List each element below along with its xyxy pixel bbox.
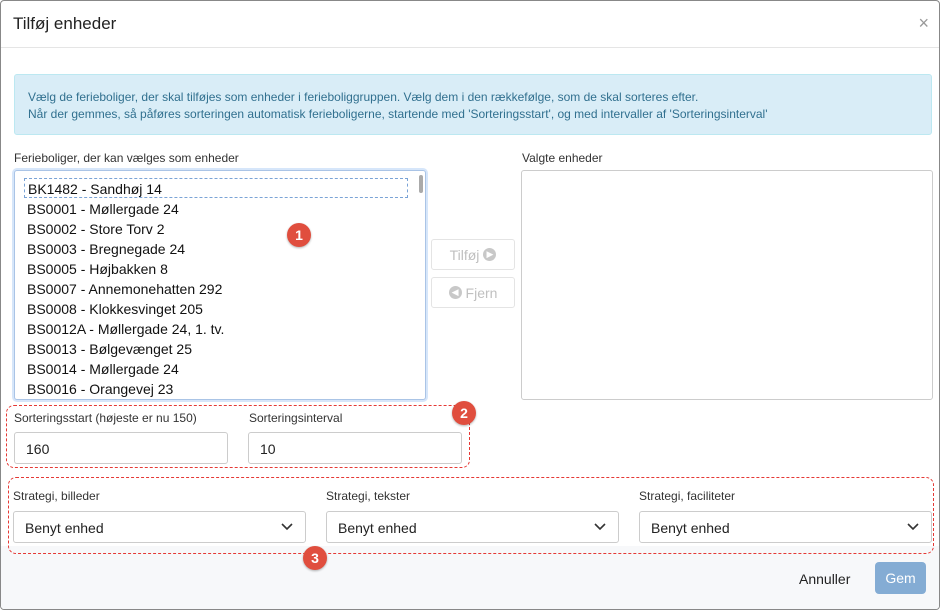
arrow-right-circle-icon: ▶ [483, 248, 496, 261]
sort-interval-input[interactable]: 10 [248, 432, 462, 464]
available-list-label: Ferieboliger, der kan vælges som enheder [14, 151, 239, 165]
list-item[interactable]: BS0012A - Møllergade 24, 1. tv. [27, 321, 225, 337]
list-item[interactable]: BS0002 - Store Torv 2 [27, 221, 165, 237]
dialog-title: Tilføj enheder [13, 14, 117, 33]
remove-button[interactable] [431, 277, 515, 308]
selected-units-listbox[interactable] [521, 170, 933, 400]
cancel-button[interactable]: Annuller [799, 571, 851, 587]
selected-list-label: Valgte enheder [522, 151, 603, 165]
list-item[interactable]: BS0013 - Bølgevænget 25 [27, 341, 192, 357]
list-item[interactable]: BS0003 - Bregnegade 24 [27, 241, 186, 257]
info-line-1: Vælg de ferieboliger, der skal tilføjes som enheder i ferieboliggruppen. Vælg dem i den rækkefølge, som de skal sorteres efter. [28, 90, 699, 104]
strategy-texts-value: Benyt enhed [338, 520, 417, 536]
strategy-images-label: Strategi, billeder [13, 489, 100, 503]
sort-start-input[interactable]: 160 [14, 432, 228, 464]
strategy-images-value: Benyt enhed [25, 520, 104, 536]
sort-interval-label: Sorteringsinterval [249, 411, 343, 425]
close-icon[interactable]: × [918, 13, 929, 33]
save-button[interactable]: Gem [875, 562, 926, 594]
list-item[interactable]: BS0014 - Møllergade 24 [27, 361, 179, 377]
add-button[interactable] [431, 239, 515, 270]
strategy-facilities-value: Benyt enhed [651, 520, 730, 536]
remove-button-label: Fjern [465, 284, 498, 301]
annotation-badge-2: 2 [452, 401, 476, 425]
list-item[interactable]: BS0008 - Klokkesvinget 205 [27, 301, 203, 317]
sort-start-label: Sorteringsstart (højeste er nu 150) [14, 411, 197, 425]
list-item[interactable]: BS0016 - Orangevej 23 [27, 381, 174, 397]
list-item[interactable]: BS0007 - Annemonehatten 292 [27, 281, 223, 297]
dialog-header [1, 1, 939, 48]
list-item[interactable]: BK1482 - Sandhøj 14 [24, 178, 408, 198]
info-line-2: Når der gemmes, så påføres sorteringen automatisk ferieboligerne, startende med 'Sorteringsstart', og med intervaller af 'Sorteringsinterval' [28, 107, 768, 121]
available-units-listbox[interactable] [14, 170, 426, 400]
arrow-left-circle-icon: ◀ [449, 286, 462, 299]
annotation-badge-1: 1 [287, 223, 311, 247]
list-item[interactable]: BS0005 - Højbakken 8 [27, 261, 168, 277]
strategy-texts-label: Strategi, tekster [326, 489, 411, 503]
annotation-badge-3: 3 [303, 546, 327, 570]
info-alert [14, 74, 932, 135]
add-button-label: Tilføj [449, 246, 480, 263]
listbox-scrollbar[interactable] [419, 175, 423, 193]
annotation-frame-2 [6, 405, 470, 468]
strategy-facilities-label: Strategi, faciliteter [639, 489, 736, 503]
annotation-frame-3 [8, 477, 934, 554]
list-item[interactable]: BS0001 - Møllergade 24 [27, 201, 179, 217]
